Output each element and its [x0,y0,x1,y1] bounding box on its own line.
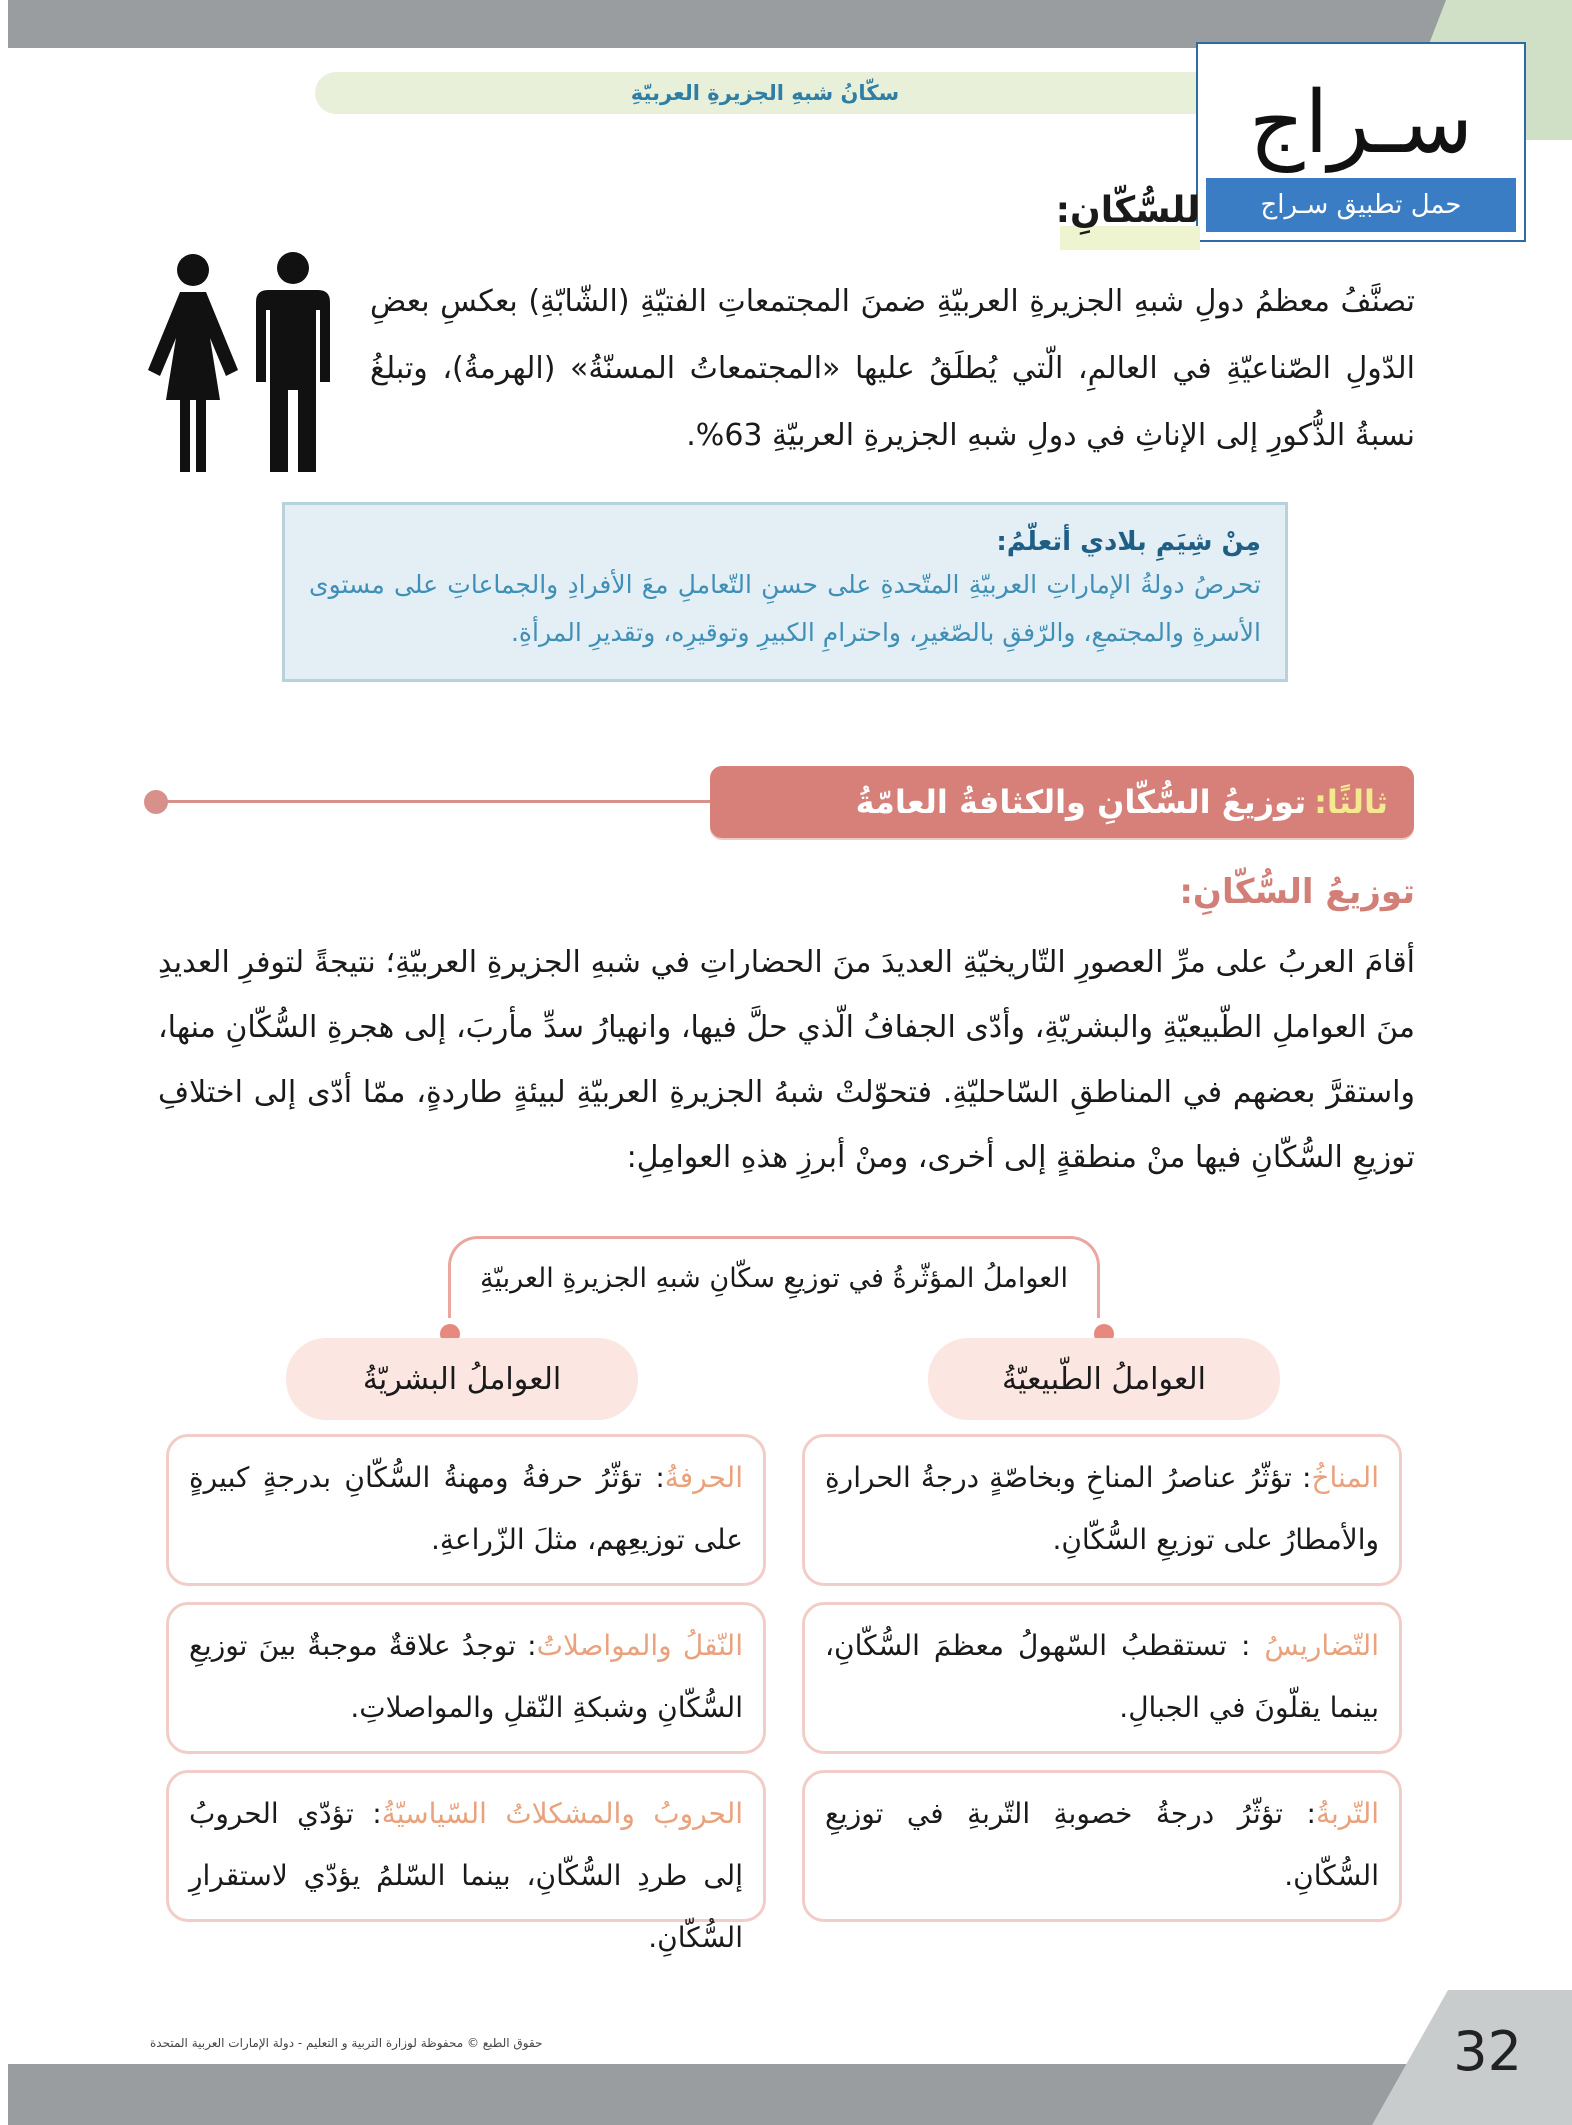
factor-term: النّقلُ والمواصلاتُ [536,1629,743,1662]
diagram-title [448,1236,1100,1318]
page-number: 32 [1453,2020,1522,2083]
copyright-notice: حقوق الطبع © محفوظة لوزارة التربية و التعليم - دولة الإمارات العربية المتحدة [150,2036,543,2050]
factor-term: الحروبُ والمشكلاتُ السّياسيّةُ [381,1797,744,1830]
intro-paragraph: تصنَّفُ معظمُ دولِ شبهِ الجزيرةِ العربيّةِ ضمنَ المجتمعاتِ الفتيّةِ (الشّابّةِ) بعكسِ بعضِ الدّولِ الصّناعيّةِ في العالمِ، الّتي يُطلَقُ عليها «المجتمعاتُ المسنّةُ» (الهرمةُ)، وتبلغُ نسبةُ الذُّكورِ إلى الإناثِ في دولِ شبهِ الجزيرةِ العربيّةِ 63%. [370,284,1415,453]
factor-card-occupation [166,1434,766,1586]
section-number: ثالثًا: [1314,783,1388,821]
section-divider-dot [144,790,168,814]
natural-factors-label: العواملُ الطّبيعيّةُ [928,1338,1280,1420]
siraj-logo[interactable] [1196,42,1526,242]
factor-text: : تؤثّرُ حرفةُ ومهنةُ السُّكّانِ بدرجةٍ كبيرةٍ على توزيعِهم، مثلَ الزّراعةِ. [189,1461,743,1556]
info-box-title: مِنْ شِيَمِ بلادي أتعلّمُ: [996,527,1261,557]
diagram-title-text: العواملُ المؤثّرةُ في توزيعِ سكّانِ شبهِ الجزيرةِ العربيّةِ [479,1263,1069,1294]
factor-text: : تؤدّي الحروبُ إلى طردِ السُّكّانِ، بينما السّلمُ يؤدّي لاستقرارِ السُّكّانِ. [189,1797,743,1954]
factor-term: المناخُ [1311,1461,1379,1494]
factor-text: : تؤثّرُ درجةُ خصوبةِ التّربةِ في توزيعِ السُّكّانِ. [825,1797,1379,1892]
top-banner-bar [8,0,1572,48]
factor-term: التّربةُ [1315,1797,1379,1830]
info-box-text: تحرصُ دولةُ الإماراتِ العربيّةِ المتّحدةِ على حسنِ التّعاملِ معَ الأفرادِ والجماعاتِ على مستوى الأسرةِ والمجتمعِ، والرّفقِ بالصّغيرِ، واحترامِ الكبيرِ وتوقيرِه، وتقديرِ المرأةِ. [309,570,1261,647]
values-info-box [282,502,1288,682]
factor-text: : تؤثّرُ عناصرُ المناخِ وبخاصّةٍ درجةُ الحرارةِ والأمطارُ على توزيعِ السُّكّانِ. [825,1461,1379,1556]
distribution-paragraph: أقامَ العربُ على مرِّ العصورِ التّاريخيّةِ العديدَ منَ الحضاراتِ في شبهِ الجزيرةِ العربيّةِ؛ نتيجةً لتوفرِ العديدِ منَ العواملِ الطّبيعيّةِ والبشريّةِ، وأدّى الجفافُ الّذي حلَّ فيها، وانهيارُ سدِّ مأربَ، إلى هجرةِ السُّكّانِ منها، واستقرَّ بعضهم في المناطقِ السّاحليّةِ. فتحوّلتْ شبهُ الجزيرةِ العربيّةِ لبيئةٍ طاردةٍ، ممّا أدّى إلى اختلافِ توزيعِ السُّكّانِ فيها منْ منطقةٍ إلى أخرى، ومنْ أبرزِ هذهِ العوامِلِ: [158,945,1415,1175]
logo-tagline: حمل تطبيق سـراج [1206,178,1516,232]
population-heading: للسُّكّانِ: [1060,190,1200,250]
factor-text: : توجدُ علاقةٌ موجبةٌ بينَ توزيعِ السُّكّانِ وشبكةِ النّقلِ والمواصلاتِ. [189,1629,743,1724]
factor-term: التّضاريسُ [1264,1629,1379,1662]
distribution-subheading: توزيعُ السُّكّانِ: [1179,872,1415,912]
chapter-title-banner [315,72,1215,114]
logo-wordmark: سـراج [1248,73,1474,173]
section-title: توزيعُ السُّكّانِ والكثافةُ العامّةُ [855,783,1307,821]
chapter-title: سكّانُ شبهِ الجزيرةِ العربيّةِ [630,81,900,105]
factor-card-terrain [802,1602,1402,1754]
section-divider-line [154,800,714,803]
factor-term: الحرفةُ [664,1461,743,1494]
bottom-bar [8,2064,1572,2125]
human-factors-label: العواملُ البشريّةُ [286,1338,638,1420]
section-title-bar [710,766,1414,838]
male-female-icon [138,250,348,475]
factor-text: : تستقطبُ السّهولُ معظمَ السُّكّانِ، بينما يقلّونَ في الجبالِ. [825,1629,1379,1724]
factor-card-wars [166,1770,766,1954]
factor-card-climate [802,1434,1402,1586]
factor-card-soil [802,1770,1402,1922]
factor-card-transport [166,1602,766,1754]
